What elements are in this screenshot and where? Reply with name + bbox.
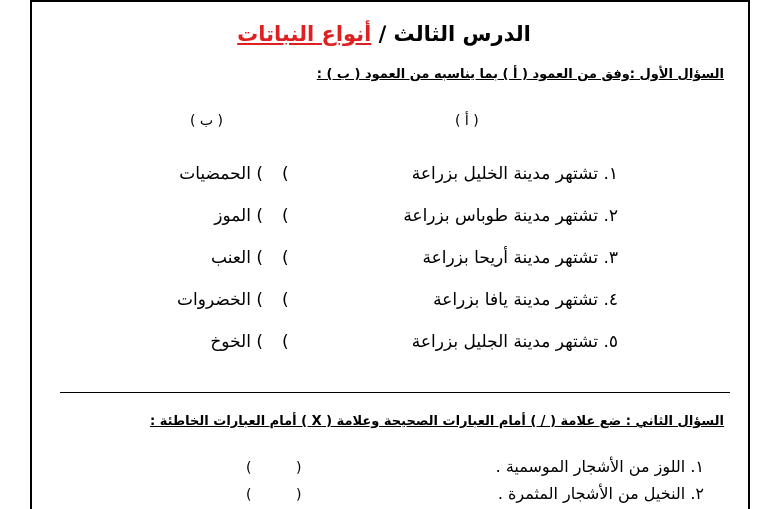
answer-paren-1: ( xyxy=(282,164,289,184)
true-false-answer-1: ( ) xyxy=(246,460,302,476)
answer-paren-4: ( xyxy=(282,290,289,310)
answer-paren-5: ( xyxy=(282,332,289,352)
match-item-a-1: ١. تشتهر مدينة الخليل بزراعة xyxy=(411,164,618,184)
match-item-b-5: ) الخوخ xyxy=(210,332,263,352)
answer-paren-3: ( xyxy=(282,248,289,268)
match-item-b-1: ) الحمضيات xyxy=(179,164,263,184)
match-item-a-2: ٢. تشتهر مدينة طوباس بزراعة xyxy=(403,206,618,226)
column-b-label: ( ب ) xyxy=(190,113,224,129)
match-item-a-5: ٥. تشتهر مدينة الجليل بزراعة xyxy=(411,332,618,352)
section-divider xyxy=(60,392,730,393)
match-item-b-2: ) الموز xyxy=(214,206,263,226)
lesson-title-topic: أنواع النباتات xyxy=(237,22,372,46)
column-a-label: ( أ ) xyxy=(455,113,479,129)
match-item-b-4: ) الخضروات xyxy=(177,290,263,310)
true-false-item-2: ٢. النخيل من الأشجار المثمرة . xyxy=(497,484,704,503)
lesson-title-prefix: الدرس الثالث / xyxy=(378,22,531,46)
match-item-b-3: ) العنب xyxy=(211,248,263,268)
match-item-a-4: ٤. تشتهر مدينة يافا بزراعة xyxy=(433,290,618,310)
answer-paren-2: ( xyxy=(282,206,289,226)
true-false-answer-2: ( ) xyxy=(246,487,302,503)
lesson-title xyxy=(0,22,768,46)
true-false-item-1: ١. اللوز من الأشجار الموسمية . xyxy=(495,457,704,476)
question1-heading: السؤال الأول :وفق من العمود ( أ ) بما يناسبه من العمود ( ب ) : xyxy=(316,67,724,82)
match-item-a-3: ٣. تشتهر مدينة أريحا بزراعة xyxy=(422,248,618,268)
question2-heading: السؤال الثاني : ضع علامة ( / ) أمام العبارات الصحيحة وعلامة ( X ) أمام العبارات الخاطئة : xyxy=(150,414,724,429)
